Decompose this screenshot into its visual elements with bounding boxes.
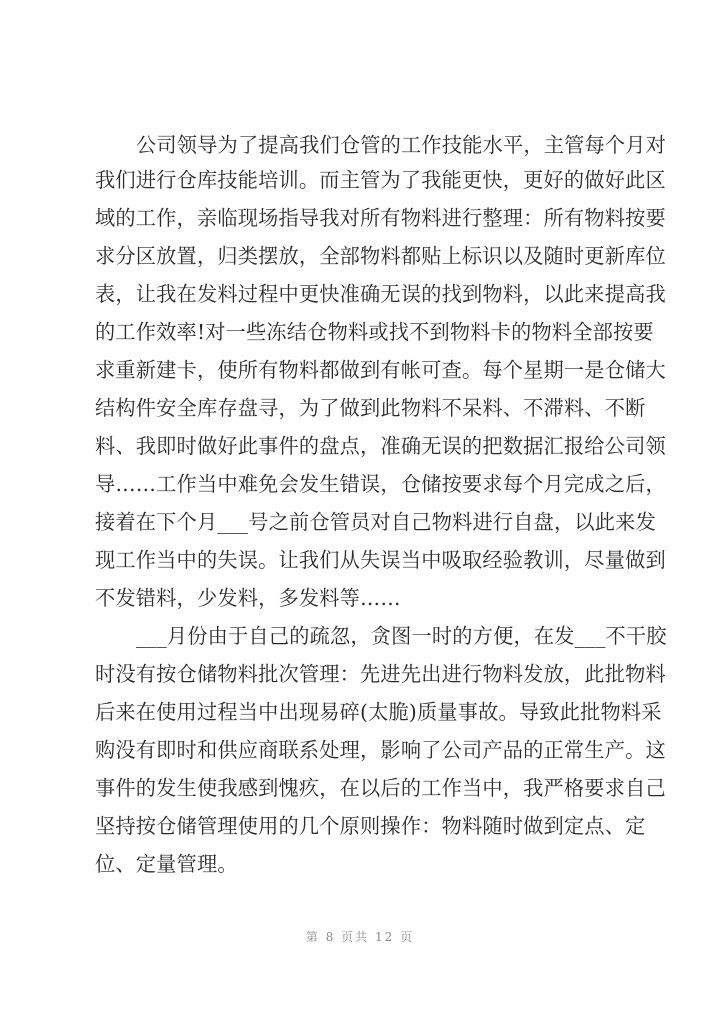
paragraph-line: 事件的发生使我感到愧疚，在以后的工作当中，我严格要求自己 <box>95 776 666 800</box>
paragraph-line: 坚持按仓储管理使用的几个原则操作：物料随时做到定点、定 <box>95 814 646 838</box>
paragraph-line: 域的工作，亲临现场指导我对所有物料进行整理：所有物料按要 <box>95 206 666 230</box>
paragraph-line: ___月份由于自己的疏忽，贪图一时的方便，在发___不干胶 <box>136 624 667 648</box>
paragraph-line: 不发错料，少发料，多发料等…… <box>95 586 401 610</box>
paragraph-line: 表，让我在发料过程中更快准确无误的找到物料，以此来提高我 <box>95 282 666 306</box>
paragraph-line: 结构件安全库存盘寻，为了做到此物料不呆料、不滞料、不断 <box>95 396 646 420</box>
paragraph-line: 位、定量管理。 <box>95 852 238 876</box>
page-footer: 第 8 页共 12 页 <box>305 930 415 944</box>
paragraph-line: 接着在下个月___号之前仓管员对自己物料进行自盘，以此来发 <box>95 510 656 534</box>
paragraph-line: 料、我即时做好此事件的盘点，准确无误的把数据汇报给公司领 <box>95 434 666 458</box>
paragraph-line: 购没有即时和供应商联系处理，影响了公司产品的正常生产。这 <box>95 738 666 762</box>
paragraph-line: 导……工作当中难免会发生错误，仓储按要求每个月完成之后， <box>95 472 666 496</box>
paragraph-line: 求重新建卡，使所有物料都做到有帐可查。每个星期一是仓储大 <box>95 358 666 382</box>
paragraph-line: 现工作当中的失误。让我们从失误当中吸取经验教训，尽量做到 <box>95 548 666 572</box>
paragraph-line: 公司领导为了提高我们仓管的工作技能水平，主管每个月对 <box>136 133 667 157</box>
paragraph-line: 时没有按仓储物料批次管理：先进先出进行物料发放，此批物料 <box>95 662 666 686</box>
paragraph-line: 求分区放置，归类摆放，全部物料都贴上标识以及随时更新库位 <box>95 244 666 268</box>
paragraph-line: 的工作效率!对一些冻结仓物料或找不到物料卡的物料全部按要 <box>95 320 654 344</box>
paragraph-line: 我们进行仓库技能培训。而主管为了我能更快，更好的做好此区 <box>95 168 666 192</box>
paragraph-line: 后来在使用过程当中出现易碎(太脆)质量事故。导致此批物料采 <box>95 700 662 724</box>
